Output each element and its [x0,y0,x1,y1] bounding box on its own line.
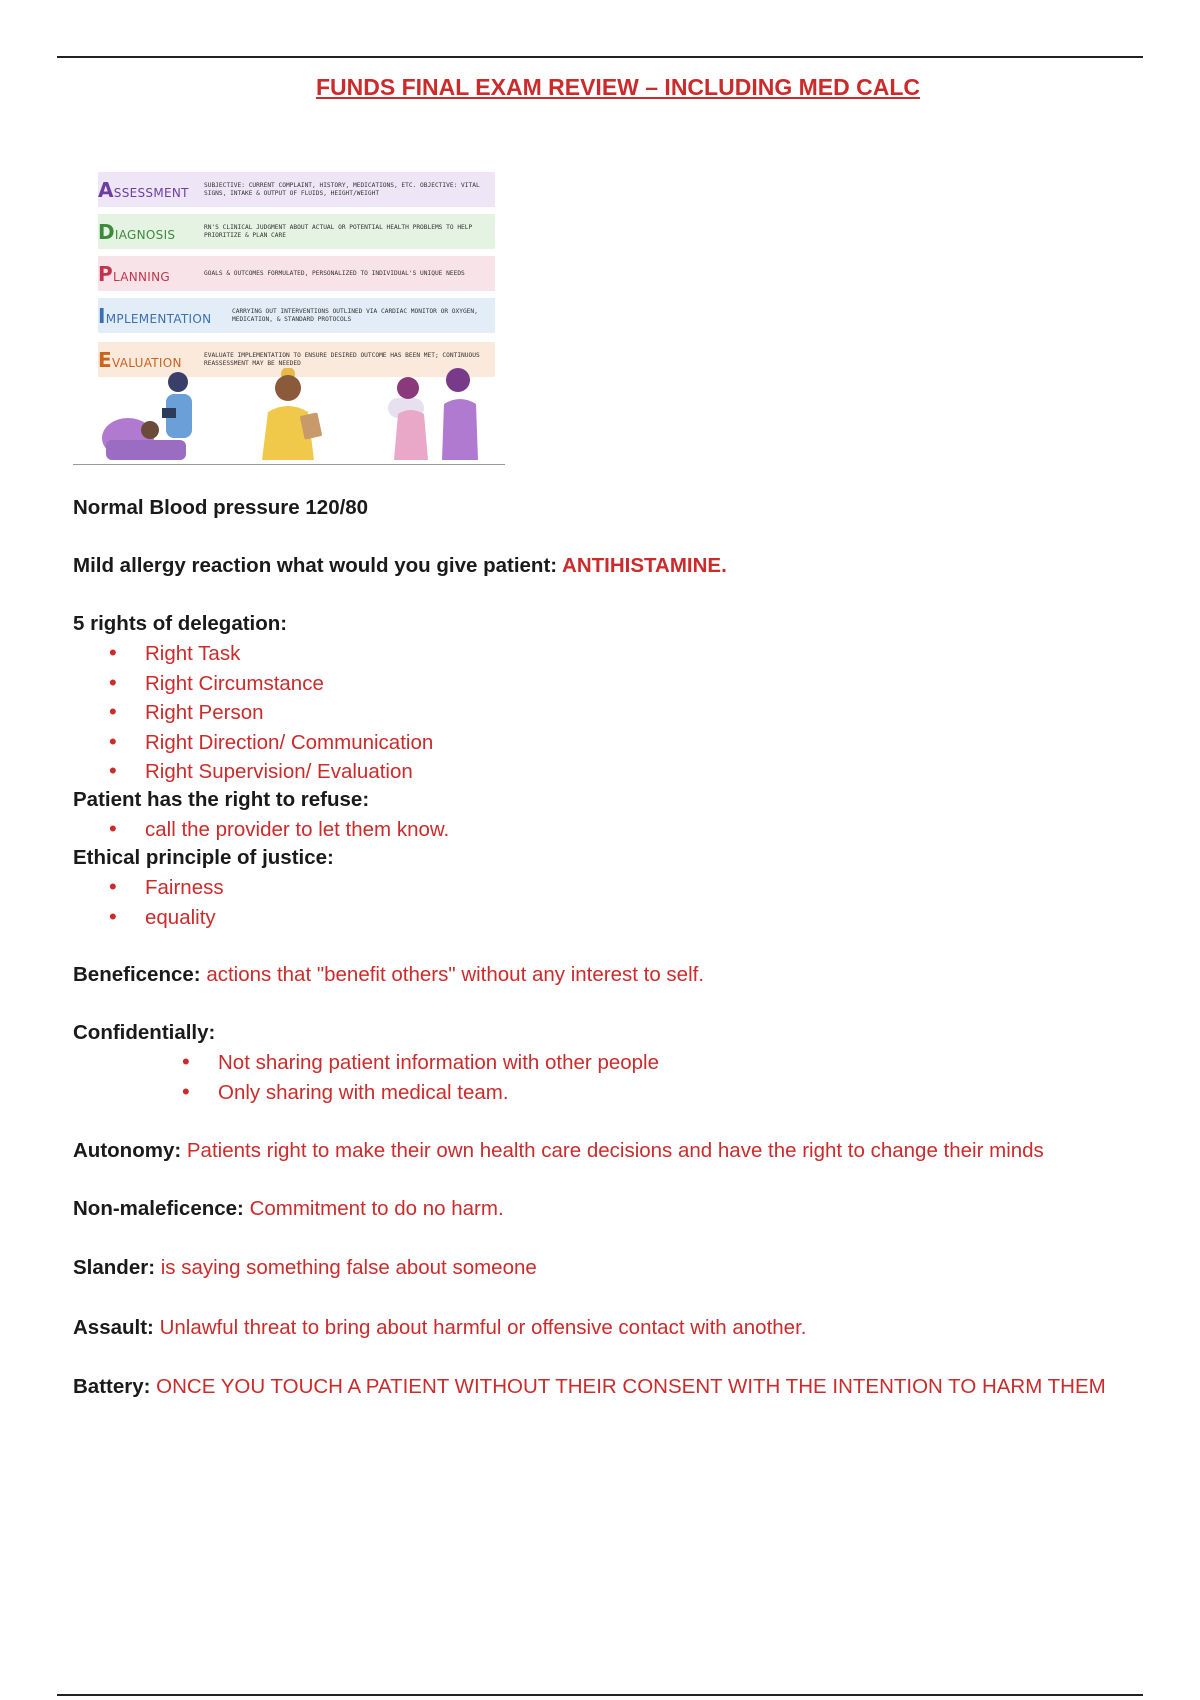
np-cap: D [98,219,115,244]
np-word: VALUATION [111,355,182,370]
bottom-rule [57,1694,1143,1696]
np-cap: P [98,261,113,286]
slander-note [73,1253,537,1282]
autonomy-text: Patients right to make their own health care decisions and have the right to change their minds [186,1139,1044,1162]
allergy-question: Mild allergy reaction what would you give patient: [73,554,563,577]
list-item: • Right Person [145,698,433,728]
patient-caregiver-figure [388,368,478,460]
autonomy-label: Autonomy: [73,1139,187,1162]
allergy-answer: ANTIHISTAMINE. [562,554,727,577]
autonomy-note [73,1136,1044,1165]
document-title: FUNDS FINAL EXAM REVIEW – INCLUDING MED CALC [316,74,920,100]
np-row-assessment [98,172,495,207]
nurses-patients-illustration [98,368,498,464]
justice-list [145,873,224,932]
np-cap: A [98,177,114,202]
list-item: • Right Circumstance [145,669,433,699]
np-desc: RN'S CLINICAL JUDGMENT ABOUT ACTUAL OR POTENTIAL HEALTH PROBLEMS TO HELP PRIORITIZE & PLAN CARE [204,223,473,239]
list-item: • equality [145,903,224,933]
np-desc: SUBJECTIVE: CURRENT COMPLAINT, HISTORY, MEDICATIONS, ETC. OBJECTIVE: VITAL SIGNS, INTAKE & OUTPUT OF FLUIDS, HEIGHT/WEIGHT [204,181,480,197]
list-item: • Right Direction/ Communication [145,728,433,758]
nonmaleficence-text: Commitment to do no harm. [249,1197,504,1220]
np-row-implementation [98,298,495,333]
blood-pressure-note: Normal Blood pressure 120/80 [73,496,369,519]
graphic-baseline [73,464,505,465]
nurse-figure [262,368,322,460]
list-item: • Only sharing with medical team. [218,1078,659,1108]
np-word: LANNING [112,269,171,284]
patient-bed-figure [102,372,192,460]
list-item: • call the provider to let them know. [145,815,449,845]
list-item: • Fairness [145,873,224,903]
nonmaleficence-note [73,1194,504,1223]
refuse-heading: Patient has the right to refuse: [73,788,370,811]
np-row-planning [98,256,495,291]
delegation-list [145,639,433,787]
confidentiality-list [218,1048,659,1107]
np-cap: I [98,303,106,328]
beneficence-text: actions that "benefit others" without any interest to self. [206,963,705,986]
list-item: • Right Supervision/ Evaluation [145,757,433,787]
np-row-diagnosis [98,214,495,249]
battery-text: ONCE YOU TOUCH A PATIENT WITHOUT THEIR CONSENT WITH THE INTENTION TO HARM THEM [156,1375,1106,1398]
assault-text: Unlawful threat to bring about harmful or offensive contact with another. [159,1316,807,1339]
justice-heading: Ethical principle of justice: [73,846,334,869]
delegation-heading: 5 rights of delegation: [73,612,288,635]
nursing-process-graphic [73,168,505,466]
assault-note [73,1313,806,1342]
np-word: IAGNOSIS [114,227,176,242]
list-item: • Not sharing patient information with other people [218,1048,659,1078]
top-rule [57,56,1143,58]
np-cap: E [98,347,112,372]
battery-label: Battery: [73,1375,157,1398]
np-desc: CARRYING OUT INTERVENTIONS OUTLINED VIA CARDIAC MONITOR OR OXYGEN, MEDICATION, & STANDARD PROTOCOLS [232,307,478,323]
slander-label: Slander: [73,1256,161,1279]
allergy-note [73,551,727,580]
confidentiality-heading: Confidentially: [73,1021,216,1044]
slander-text: is saying something false about someone [160,1256,537,1279]
np-desc: EVALUATE IMPLEMENTATION TO ENSURE DESIRED OUTCOME HAS BEEN MET; CONTINUOUS REASSESSMENT MAY BE NEEDED [204,351,480,367]
np-desc: GOALS & OUTCOMES FORMULATED, PERSONALIZED TO INDIVIDUAL'S UNIQUE NEEDS [204,269,465,277]
battery-note [73,1372,1106,1401]
assault-label: Assault: [73,1316,160,1339]
beneficence-note [73,960,704,989]
beneficence-label: Beneficence: [73,963,207,986]
nonmaleficence-label: Non-maleficence: [73,1197,250,1220]
np-word: SSESSMENT [113,185,189,200]
np-word: MPLEMENTATION [105,311,212,326]
refuse-list [145,815,449,845]
list-item: • Right Task [145,639,433,669]
